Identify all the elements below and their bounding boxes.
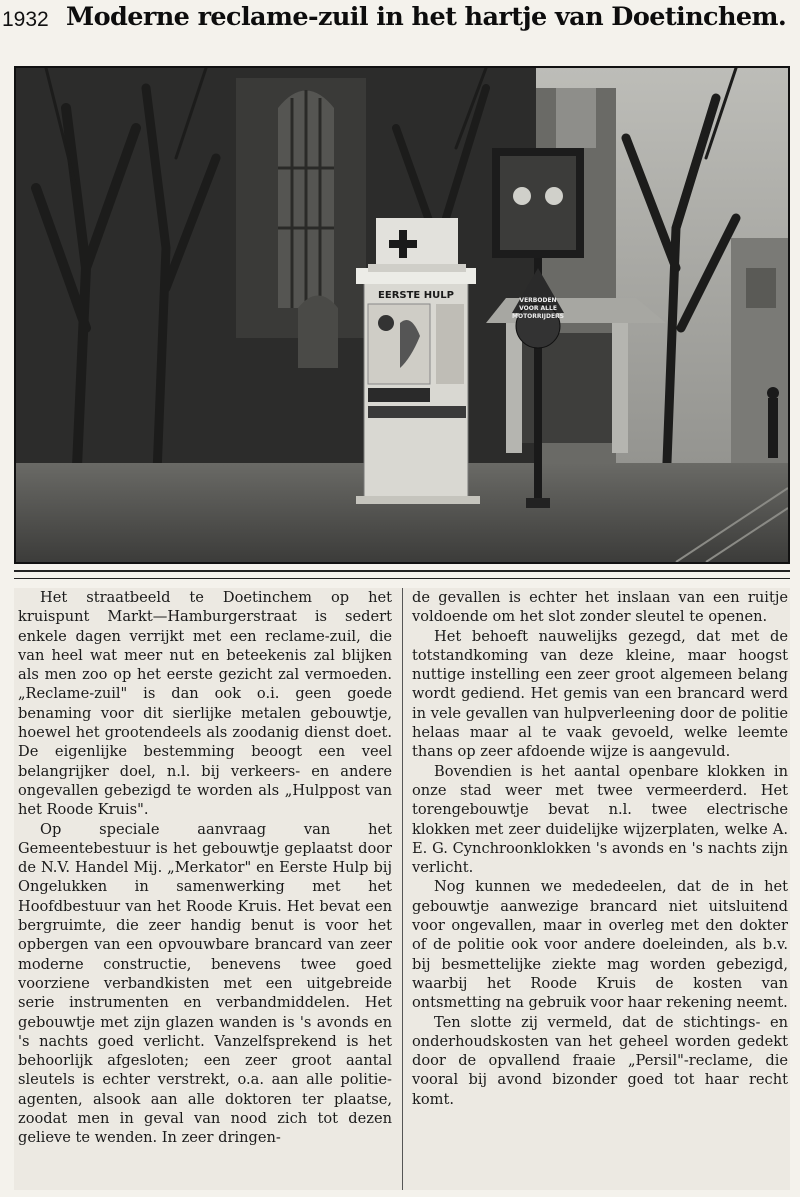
paragraph: Op speciale aanvraag van het Gemeentebestuur is het gebouwtje geplaatst door de N.V. Handel Mij. „Merkator" en Eerste Hulp bij Ongelukken in samenwerking met het Hoofdbestuur van het Roode Kruis. Het bevat een bergruimte, die zeer handig benut is voor het opbergen van een opvouwbare brancard van zeer moderne constructie, benevens twee goed voorziene verbandkisten met een uitgebreide serie instrumenten en verbandmiddelen. Het gebouwtje met zijn glazen wanden is 's avonds en 's nachts goed verlicht. Vanzelfsprekend is het behoorlijk afgesloten; een zeer groot aantal sleutels is echter verstrekt, o.a. aan alle politie-agenten, alsook aan alle doktoren ter plaatse, zoodat men in geval van nood zich tot dezen gelieve te wenden. In zeer dringen- bbox=[18, 820, 392, 1147]
headline: Moderne reclame-zuil in het hartje van Doetinchem. bbox=[66, 2, 787, 32]
top-rule bbox=[14, 570, 790, 572]
article-body bbox=[14, 588, 790, 1190]
column-divider bbox=[402, 588, 403, 1190]
sign-verboden-line3: MOTORRIJDERS bbox=[512, 313, 564, 320]
sign-verboden-line2: VOOR ALLE bbox=[519, 305, 557, 312]
paragraph: Het behoeft nauwelijks gezegd, dat met de totstandkoming van deze kleine, maar hoogst nuttige instelling een zeer groot algemeen belang wordt gediend. Het gemis van een brancard werd in vele gevallen van hulpverleening door de politie helaas maar al te vaak gevoeld, welke leemte thans op zeer afdoende wijze is aangevuld. bbox=[412, 627, 788, 761]
sign-verboden-line1: VERBODEN bbox=[519, 297, 557, 304]
year-label: 1932 bbox=[2, 8, 49, 31]
article-right-column bbox=[406, 588, 788, 1190]
second-rule bbox=[14, 578, 790, 579]
street-photo bbox=[14, 66, 790, 564]
paragraph: Het straatbeeld te Doetinchem op het kruispunt Markt—Hamburgerstraat is sedert enkele dagen verrijkt met een reclame-zuil, die van heel wat meer nut en beteekenis zal blijken als men zoo op het eerste gezicht zal vermoeden. „Reclame-zuil" is dan ook o.i. geen goede benaming voor dit sierlijke metalen gebouwtje, hoewel het grootendeels als zoodanig dienst doet. De eigenlijke bestemming beoogt een veel belangrijker doel, n.l. bij verkeers- en andere ongevallen gebezigd te worden als „Hulppost van het Roode Kruis". bbox=[18, 589, 392, 819]
paragraph: Nog kunnen we mededeelen, dat de in het gebouwtje aanwezige brancard niet uitsluitend voor ongevallen, maar in overleg met den dokter of de politie ook voor andere doeleinden, als b.v. bij besmettelijke ziekte mag worden gebezigd, waarbij het Roode Kruis de kosten van ontsmetting na gebruik voor haar rekening neemt. bbox=[412, 878, 788, 1012]
paragraph: Bovendien is het aantal openbare klokken in onze stad weer met twee vermeerderd. Het torengebouwtje bevat n.l. twee electrische klokken met zeer duidelijke wijzerplaten, welke A. E. G. Cynchroonklokken 's avonds en 's nachts zijn verlicht. bbox=[412, 762, 788, 877]
article-left-column bbox=[18, 588, 398, 1190]
street-photo-illustration bbox=[16, 68, 788, 562]
paragraph: Ten slotte zij vermeld, dat de stichtings- en onderhoudskosten van het geheel worden gedekt door de opvallend fraaie „Persil"-reclame, die vooral bij avond bizonder goed tot haar recht komt. bbox=[412, 1013, 788, 1108]
sign-eerste-hulp: EERSTE HULP bbox=[378, 290, 454, 301]
paragraph-continuation: de gevallen is echter het inslaan van een ruitje voldoende om het slot zonder sleutel te openen. bbox=[412, 589, 788, 626]
